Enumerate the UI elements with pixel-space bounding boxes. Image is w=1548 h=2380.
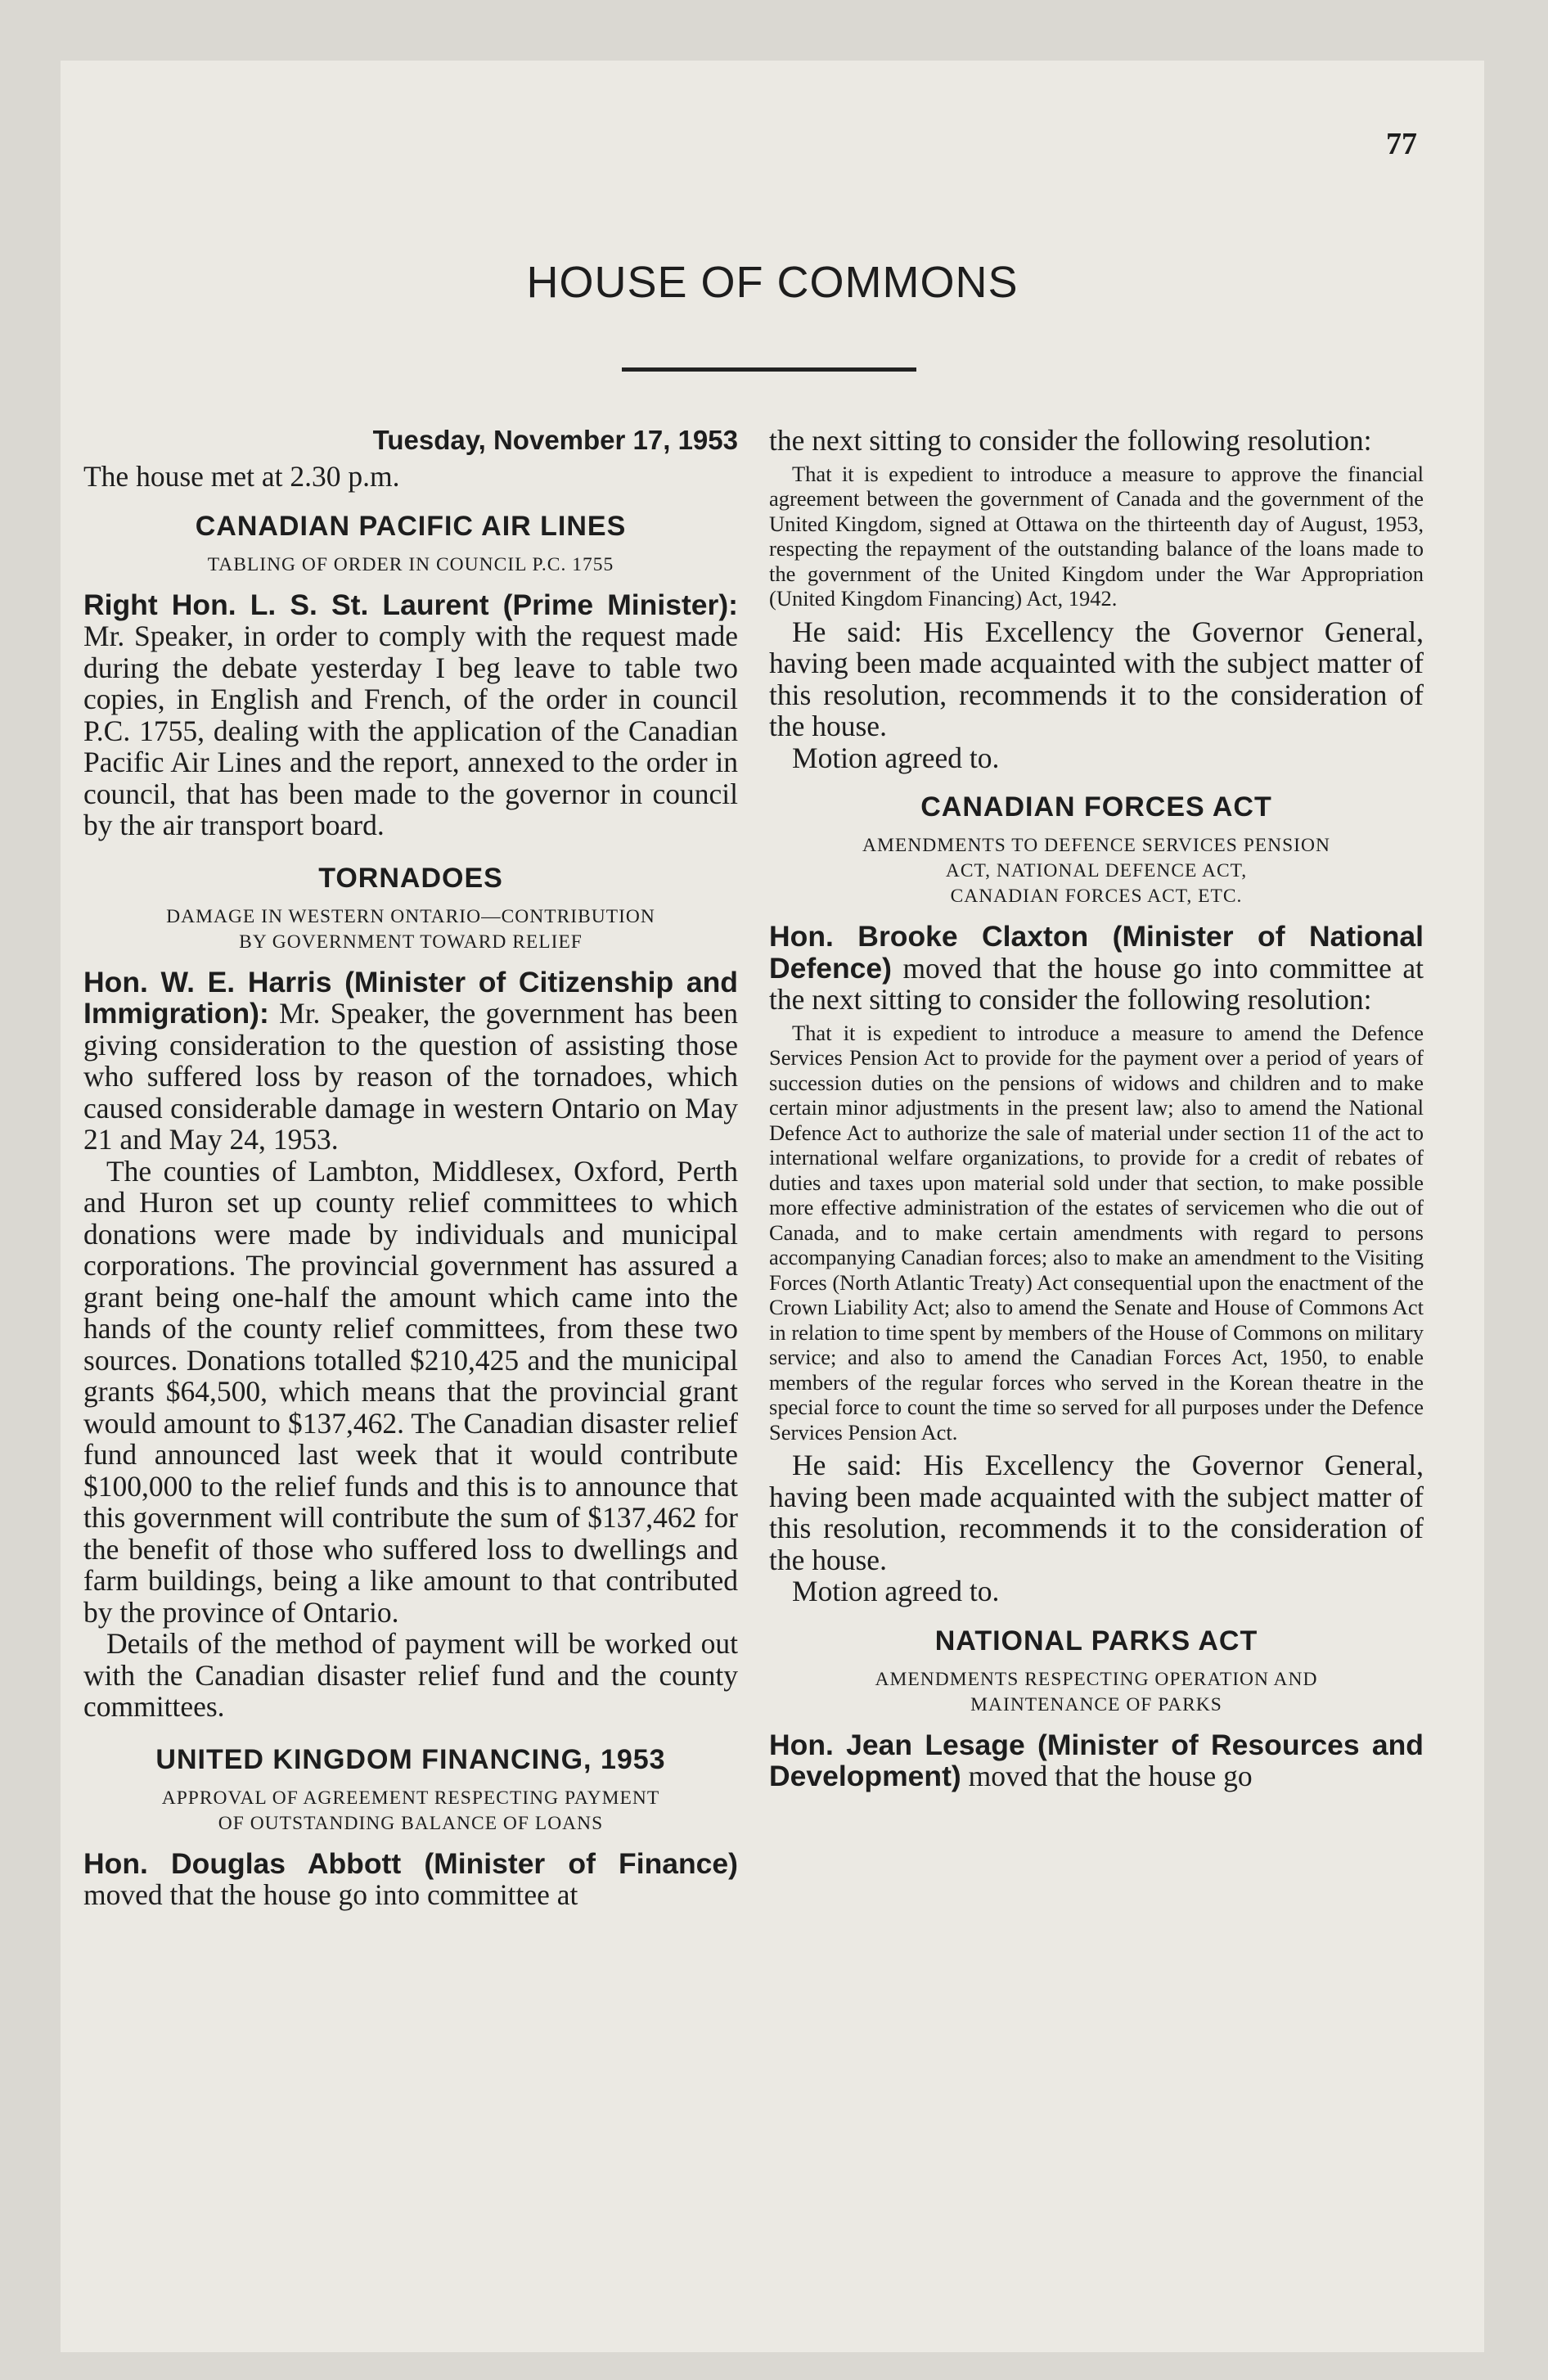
uk-continuation: the next sitting to consider the following resolution: xyxy=(769,424,1372,457)
statement-abbott: Hon. Douglas Abbott (Minister of Finance) moved that the house go into committee at xyxy=(83,1846,738,1911)
sitting-date: Tuesday, November 17, 1953 xyxy=(372,425,738,455)
section-sub-parks-2: MAINTENANCE OF PARKS xyxy=(970,1693,1222,1715)
section-sub-forces-3: CANADIAN FORCES ACT, ETC. xyxy=(950,886,1243,907)
speaker-abbott: Hon. Douglas Abbott (Minister of Finance) xyxy=(83,1846,738,1880)
section-sub-cpal: TABLING OF ORDER IN COUNCIL P.C. 1755 xyxy=(207,553,614,575)
title-rule xyxy=(622,367,916,372)
statement-lesage: Hon. Jean Lesage (Minister of Resources and Development) moved that the house go xyxy=(769,1728,1424,1792)
section-sub-uk-1: APPROVAL OF AGREEMENT RESPECTING PAYMENT xyxy=(161,1787,660,1809)
statement-st-laurent: Right Hon. L. S. St. Laurent (Prime Minister): Mr. Speaker, in order to comply with the request made during the debate yesterday I beg leave to table two copies, in English and French, of the order in council P.C. 1755, dealing with the application of the Canadian Pacific Air Lines and the report, annexed to the order in council, that has been made to the governor in council by the air transport board. xyxy=(83,588,738,841)
opening-line: The house met at 2.30 p.m. xyxy=(83,460,400,493)
section-sub-tornadoes-2: BY GOVERNMENT TOWARD RELIEF xyxy=(239,931,583,953)
document-page xyxy=(61,61,1484,2352)
statement-harris: Hon. W. E. Harris (Minister of Citizenship and Immigration): Mr. Speaker, the government has been giving consideration to the question of assisting those who suffered loss by reason of the tornadoes, which caused considerable damage in western Ontario on May 21 and May 24, 1953. xyxy=(83,965,739,1156)
left-column xyxy=(83,425,738,1911)
forces-motion-agreed: Motion agreed to. xyxy=(792,1575,1000,1607)
page-title: HOUSE OF COMMONS xyxy=(526,258,1019,307)
section-sub-forces-2: ACT, NATIONAL DEFENCE ACT, xyxy=(945,860,1248,881)
uk-governor-general: He said: His Excellency the Governor General, having been made acquainted with the subject matter of this resolution, recommends it to the consideration of the house. xyxy=(769,615,1424,742)
forces-resolution: That it is expedient to introduce a measure to amend the Defence Services Pension Act to provide for the payment over a period of years of succession duties on the pensions of widows and children and to make certain minor adjustments in the present law; also to amend the National Defence Act to authorize the sale of material under section 11 of the act to international welfare organizations, to provide for a credit of rebates of duties and taxes upon material sold under that section, to make possible more effective administration of the estates of servicemen who die out of Canada, and to make certain amendments with regard to persons accompanying Canadian forces; also to make an amendment to the Visiting Forces (North Atlantic Treaty) Act consequential upon the enactment of the Crown Liability Act; also to amend the Senate and House of Commons Act in relation to time spent by members of the House of Commons on military service; and also to amend the Canadian Forces Act, 1950, to enable members of the regular forces who served in the Korean theatre in the special force to count the time so served for all purposes under the Defence Services Pension Act. xyxy=(769,1020,1424,1445)
section-sub-forces-1: AMENDMENTS TO DEFENCE SERVICES PENSION xyxy=(862,835,1330,856)
tornado-paragraph-2: The counties of Lambton, Middlesex, Oxford, Perth and Huron set up county relief committees to which donations were made by individuals and municipal corporations. The provincial government has assured a grant being one-half the amount which came into the hands of the county relief committees, from these two sources. Donations totalled $210,425 and the municipal grants $64,500, which means that the provincial grant would amount to $137,462. The Canadian disaster relief fund announced last week that it would contribute $100,000 to the relief funds and this is to announce that this government will contribute the sum of $137,462 for the benefit of those who suffered loss to dwellings and farm buildings, being a like amount to that contributed by the province of Ontario. xyxy=(83,1154,738,1629)
speaker-claxton: Hon. Brooke Claxton (Minister of National Defence) xyxy=(769,920,1424,985)
section-sub-tornadoes-1: DAMAGE IN WESTERN ONTARIO—CONTRIBUTION xyxy=(166,905,655,927)
section-heading-tornadoes: TORNADOES xyxy=(318,862,503,894)
speaker-st-laurent: Right Hon. L. S. St. Laurent (Prime Minister): xyxy=(83,588,738,621)
right-column xyxy=(769,425,1424,1792)
speaker-harris: Hon. W. E. Harris (Minister of Citizenship and Immigration): xyxy=(83,965,738,1030)
page-number: 77 xyxy=(1386,127,1417,161)
section-heading-parks: NATIONAL PARKS ACT xyxy=(934,1625,1258,1657)
uk-motion-agreed: Motion agreed to. xyxy=(792,741,1000,774)
section-heading-cpal: CANADIAN PACIFIC AIR LINES xyxy=(195,510,627,542)
statement-claxton: Hon. Brooke Claxton (Minister of National Defence) moved that the house go into committee at the next sitting to consider the following resolution: xyxy=(769,920,1424,1016)
section-heading-uk-financing: UNITED KINGDOM FINANCING, 1953 xyxy=(155,1743,666,1775)
speaker-lesage: Hon. Jean Lesage (Minister of Resources and Development) xyxy=(769,1728,1424,1792)
uk-resolution: That it is expedient to introduce a measure to approve the financial agreement between the government of Canada and the government of the United Kingdom, signed at Ottawa on the thirteenth day of August, 1953, respecting the repayment of the outstanding balance of the loans made to the government of the United Kingdom under the War Appropriation (United Kingdom Financing) Act, 1942. xyxy=(769,461,1424,611)
section-heading-forces: CANADIAN FORCES ACT xyxy=(920,791,1272,823)
forces-governor-general: He said: His Excellency the Governor General, having been made acquainted with the subject matter of this resolution, recommends it to the consideration of the house. xyxy=(769,1449,1424,1576)
section-sub-parks-1: AMENDMENTS RESPECTING OPERATION AND xyxy=(875,1668,1318,1690)
section-sub-uk-2: OF OUTSTANDING BALANCE OF LOANS xyxy=(218,1812,604,1834)
tornado-paragraph-3: Details of the method of payment will be worked out with the Canadian disaster relief fund and the county committees. xyxy=(83,1627,738,1723)
